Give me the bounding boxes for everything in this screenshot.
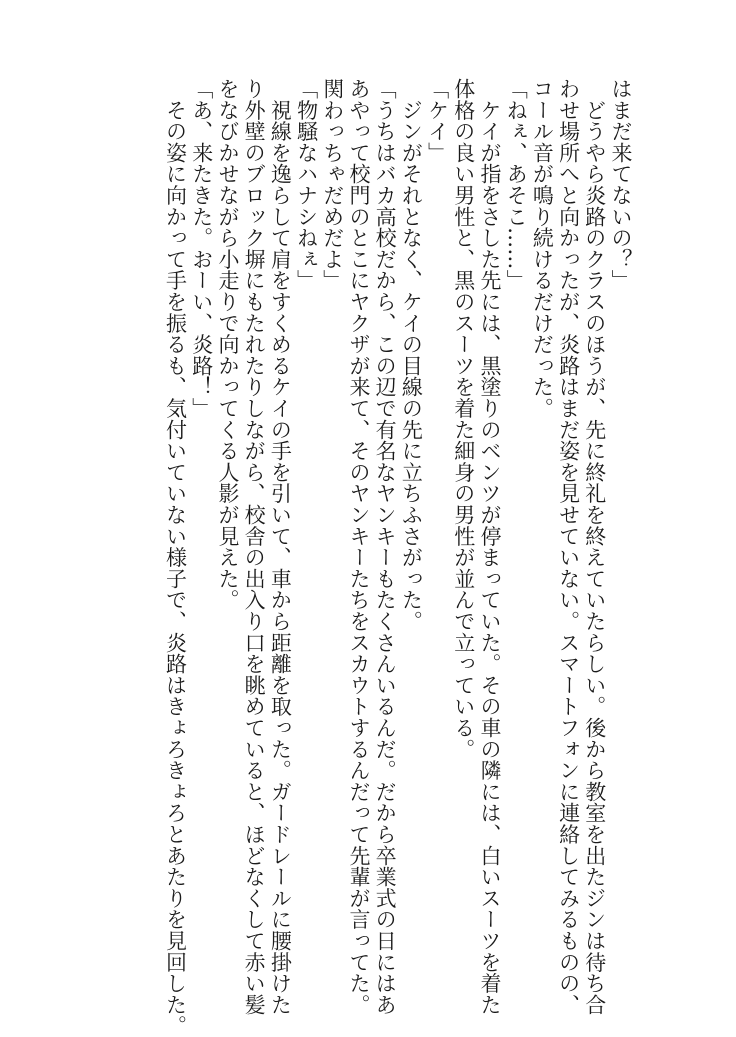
text-line: 「うちはバカ高校だから、この辺で有名なヤンキーもたくさんいるんだ。だから卒業式の日にはあ	[373, 78, 398, 1016]
text-line: 「あ、来たきた。おーい、炎路！」	[189, 78, 214, 419]
text-line: 体格の良い男性と、黒のスーツを着た細身の男性が並んで立っている。	[451, 78, 476, 760]
text-line: 「ケイ」	[425, 78, 450, 164]
text-line: 「ねぇ、あそこ……」	[504, 78, 529, 291]
text-line: 視線を逸らして肩をすくめるケイの手を引いて、車から距離を取った。ガードレールに腰掛けた	[268, 78, 293, 1016]
text-line: 「物騒なハナシねぇ」	[294, 78, 319, 291]
text-line: ケイが指をさした先には、黒塗りのベンツが停まっていた。その車の隣には、白いスーツを着た	[477, 78, 502, 1016]
text-line: あやって校門のとこにヤクザが来て、そのヤンキーたちをスカウトするんだって先輩が言ってた。	[346, 78, 371, 1016]
text-line: 関わっちゃだめだよ」	[320, 78, 345, 291]
text-line: り外壁のブロック塀にもたれたりしながら、校舎の出入り口を眺めていると、ほどなくして赤い髪	[242, 78, 267, 1016]
text-line: をなびかせながら小走りで向かってくる人影が見えた。	[215, 78, 240, 611]
text-line: ジンがそれとなく、ケイの目線の先に立ちふさがった。	[399, 78, 424, 632]
text-line: どうやら炎路のクラスのほうが、先に終礼を終えていたらしい。後から教室を出たジンは待ち合	[582, 78, 607, 1016]
vertical-text-body	[162, 78, 634, 1037]
text-line: その姿に向かって手を振るも、気付いていない様子で、炎路はきょろきょろとあたりを見回した。	[163, 78, 188, 1037]
text-line: コール音が鳴り続けるだけだった。	[530, 78, 555, 419]
text-line: わせ場所へと向かったが、炎路はまだ姿を見せていない。スマートフォンに連絡してみるものの、	[556, 78, 581, 1016]
text-line: はまだ来てないの？」	[609, 78, 633, 291]
